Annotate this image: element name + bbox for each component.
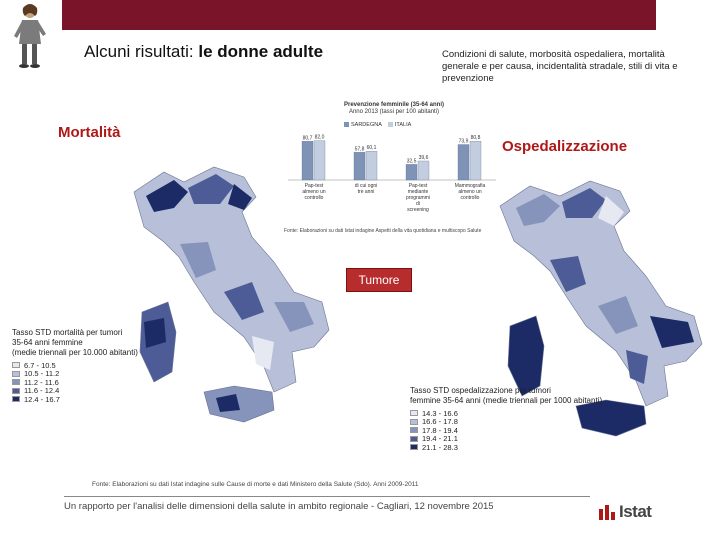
legend-mortalita-class — [12, 387, 140, 396]
legend-mortalita-swatch — [12, 379, 20, 385]
chart-bar — [354, 152, 365, 180]
istat-logo-icon — [598, 503, 616, 521]
legend-ospedalizzazione-class-label: 14.3 - 16.6 — [422, 408, 458, 418]
legend-mortalita-swatch — [12, 371, 20, 377]
legend-mortalita-class — [12, 378, 140, 387]
istat-logo — [598, 502, 651, 522]
chart-legend-label-sardegna: SARDEGNA — [351, 122, 382, 128]
legend-mortalita-class — [12, 370, 140, 379]
chart-bar — [302, 141, 313, 180]
chart-bar — [406, 164, 417, 180]
legend-mortalita-class-label: 6.7 - 10.5 — [24, 360, 56, 370]
chart-data-label: 32,5 — [406, 158, 417, 165]
chart-data-label: 60,1 — [366, 145, 377, 152]
legend-ospedalizzazione-class — [410, 409, 650, 418]
chart-data-label: 80,7 — [302, 135, 313, 142]
chart-subtitle: Anno 2013 (tassi per 100 abitanti) — [348, 109, 440, 115]
legend-mortalita-class-label: 11.2 - 11.6 — [24, 377, 59, 387]
legend-ospedalizzazione-swatch — [410, 436, 418, 442]
chart-category-label: Mammografia almeno un controllo — [454, 183, 486, 201]
page-title-plain: Alcuni risultati: — [84, 42, 194, 61]
page-title-bold: le donne adulte — [198, 42, 324, 61]
legend-mortalita-title-line: (medie triennali per 10.000 abitanti) — [12, 348, 138, 357]
legend-mortalita-swatch — [12, 388, 20, 394]
legend-ospedalizzazione-title — [410, 386, 650, 406]
page-title — [84, 42, 323, 62]
footer-divider — [64, 496, 590, 497]
source-note: Fonte: Elaborazioni su dati Istat indagine sulle Cause di morte e dati Ministero della Salute (Sdo). Anni 2009-2011 — [92, 481, 419, 488]
chart-bar — [314, 141, 325, 180]
prevention-chart — [284, 100, 500, 240]
legend-ospedalizzazione-class — [410, 418, 650, 427]
chart-data-label: 57,8 — [354, 146, 365, 153]
legend-mortalita-title — [12, 328, 140, 358]
legend-ospedalizzazione-classes — [410, 409, 650, 452]
top-banner — [62, 0, 656, 30]
legend-ospedalizzazione-class-label: 17.8 - 19.4 — [422, 425, 458, 435]
legend-ospedalizzazione-swatch — [410, 410, 418, 416]
chart-plot — [284, 100, 500, 240]
mortalita-label: Mortalità — [58, 124, 121, 141]
chart-data-label: 73,9 — [458, 138, 469, 145]
legend-mortalita-swatch — [12, 396, 20, 402]
legend-ospedalizzazione-class-label: 21.1 - 28.3 — [422, 442, 458, 452]
legend-mortalita-class-label: 10.5 - 11.2 — [24, 369, 60, 379]
chart-category-label: di cui ogni tre anni — [354, 183, 378, 195]
chart-title-main: Prevenzione femminile (35-64 anni) — [343, 102, 445, 108]
legend-ospedalizzazione-title-line: femmine 35-64 anni (medie triennali per 1000 abitanti) — [410, 396, 603, 405]
legend-mortalita — [12, 328, 140, 404]
chart-bar — [366, 151, 377, 180]
chart-category-label: Pap-test almeno un controllo — [302, 183, 326, 201]
chart-category-label: Pap-test mediante programmi di screening — [406, 183, 430, 213]
ospedalizzazione-label: Ospedalizzazione — [502, 138, 628, 155]
legend-mortalita-class-label: 11.6 - 12.4 — [24, 386, 60, 396]
chart-legend-label-italia: ITALIA — [394, 122, 412, 128]
legend-ospedalizzazione-class — [410, 435, 650, 444]
legend-ospedalizzazione-class-label: 19.4 - 21.1 — [422, 434, 458, 444]
legend-mortalita-title-line: 35-64 anni femmine — [12, 338, 83, 347]
legend-ospedalizzazione-title-line: Tasso STD ospedalizzazione per tumori — [410, 386, 551, 395]
legend-ospedalizzazione-swatch — [410, 419, 418, 425]
tumore-badge: Tumore — [346, 268, 412, 292]
legend-ospedalizzazione-class — [410, 426, 650, 435]
chart-bar — [470, 141, 481, 180]
legend-ospedalizzazione-swatch — [410, 427, 418, 433]
chart-bar — [458, 145, 469, 180]
footer-text: Un rapporto per l'analisi delle dimensioni della salute in ambito regionale - Cagliari, 12 novembre 2015 — [64, 501, 494, 512]
page-subtitle: Condizioni di salute, morbosità ospedaliera, mortalità generale e per causa, incidentalità stradale, stili di vita e prevenzione — [442, 49, 678, 84]
chart-bar — [418, 161, 429, 180]
legend-ospedalizzazione — [410, 386, 650, 452]
chart-source: Fonte: Elaborazioni su dati Istat indagine Aspetti della vita quotidiana e multiscopo Salute — [284, 228, 482, 234]
legend-mortalita-classes — [12, 361, 140, 404]
legend-ospedalizzazione-class-label: 16.6 - 17.8 — [422, 417, 458, 427]
legend-mortalita-title-line: Tasso STD mortalità per tumori — [12, 328, 123, 337]
istat-logo-text: Istat — [619, 502, 652, 521]
legend-mortalita-class — [12, 361, 140, 370]
chart-data-label: 80,8 — [470, 135, 481, 142]
legend-ospedalizzazione-swatch — [410, 444, 418, 450]
legend-mortalita-class — [12, 395, 140, 404]
legend-mortalita-swatch — [12, 362, 20, 368]
legend-mortalita-class-label: 12.4 - 16.7 — [24, 394, 60, 404]
chart-data-label: 82,0 — [314, 134, 325, 141]
woman-figure-icon — [8, 2, 52, 72]
legend-ospedalizzazione-class — [410, 443, 650, 452]
chart-data-label: 39,6 — [418, 154, 429, 161]
